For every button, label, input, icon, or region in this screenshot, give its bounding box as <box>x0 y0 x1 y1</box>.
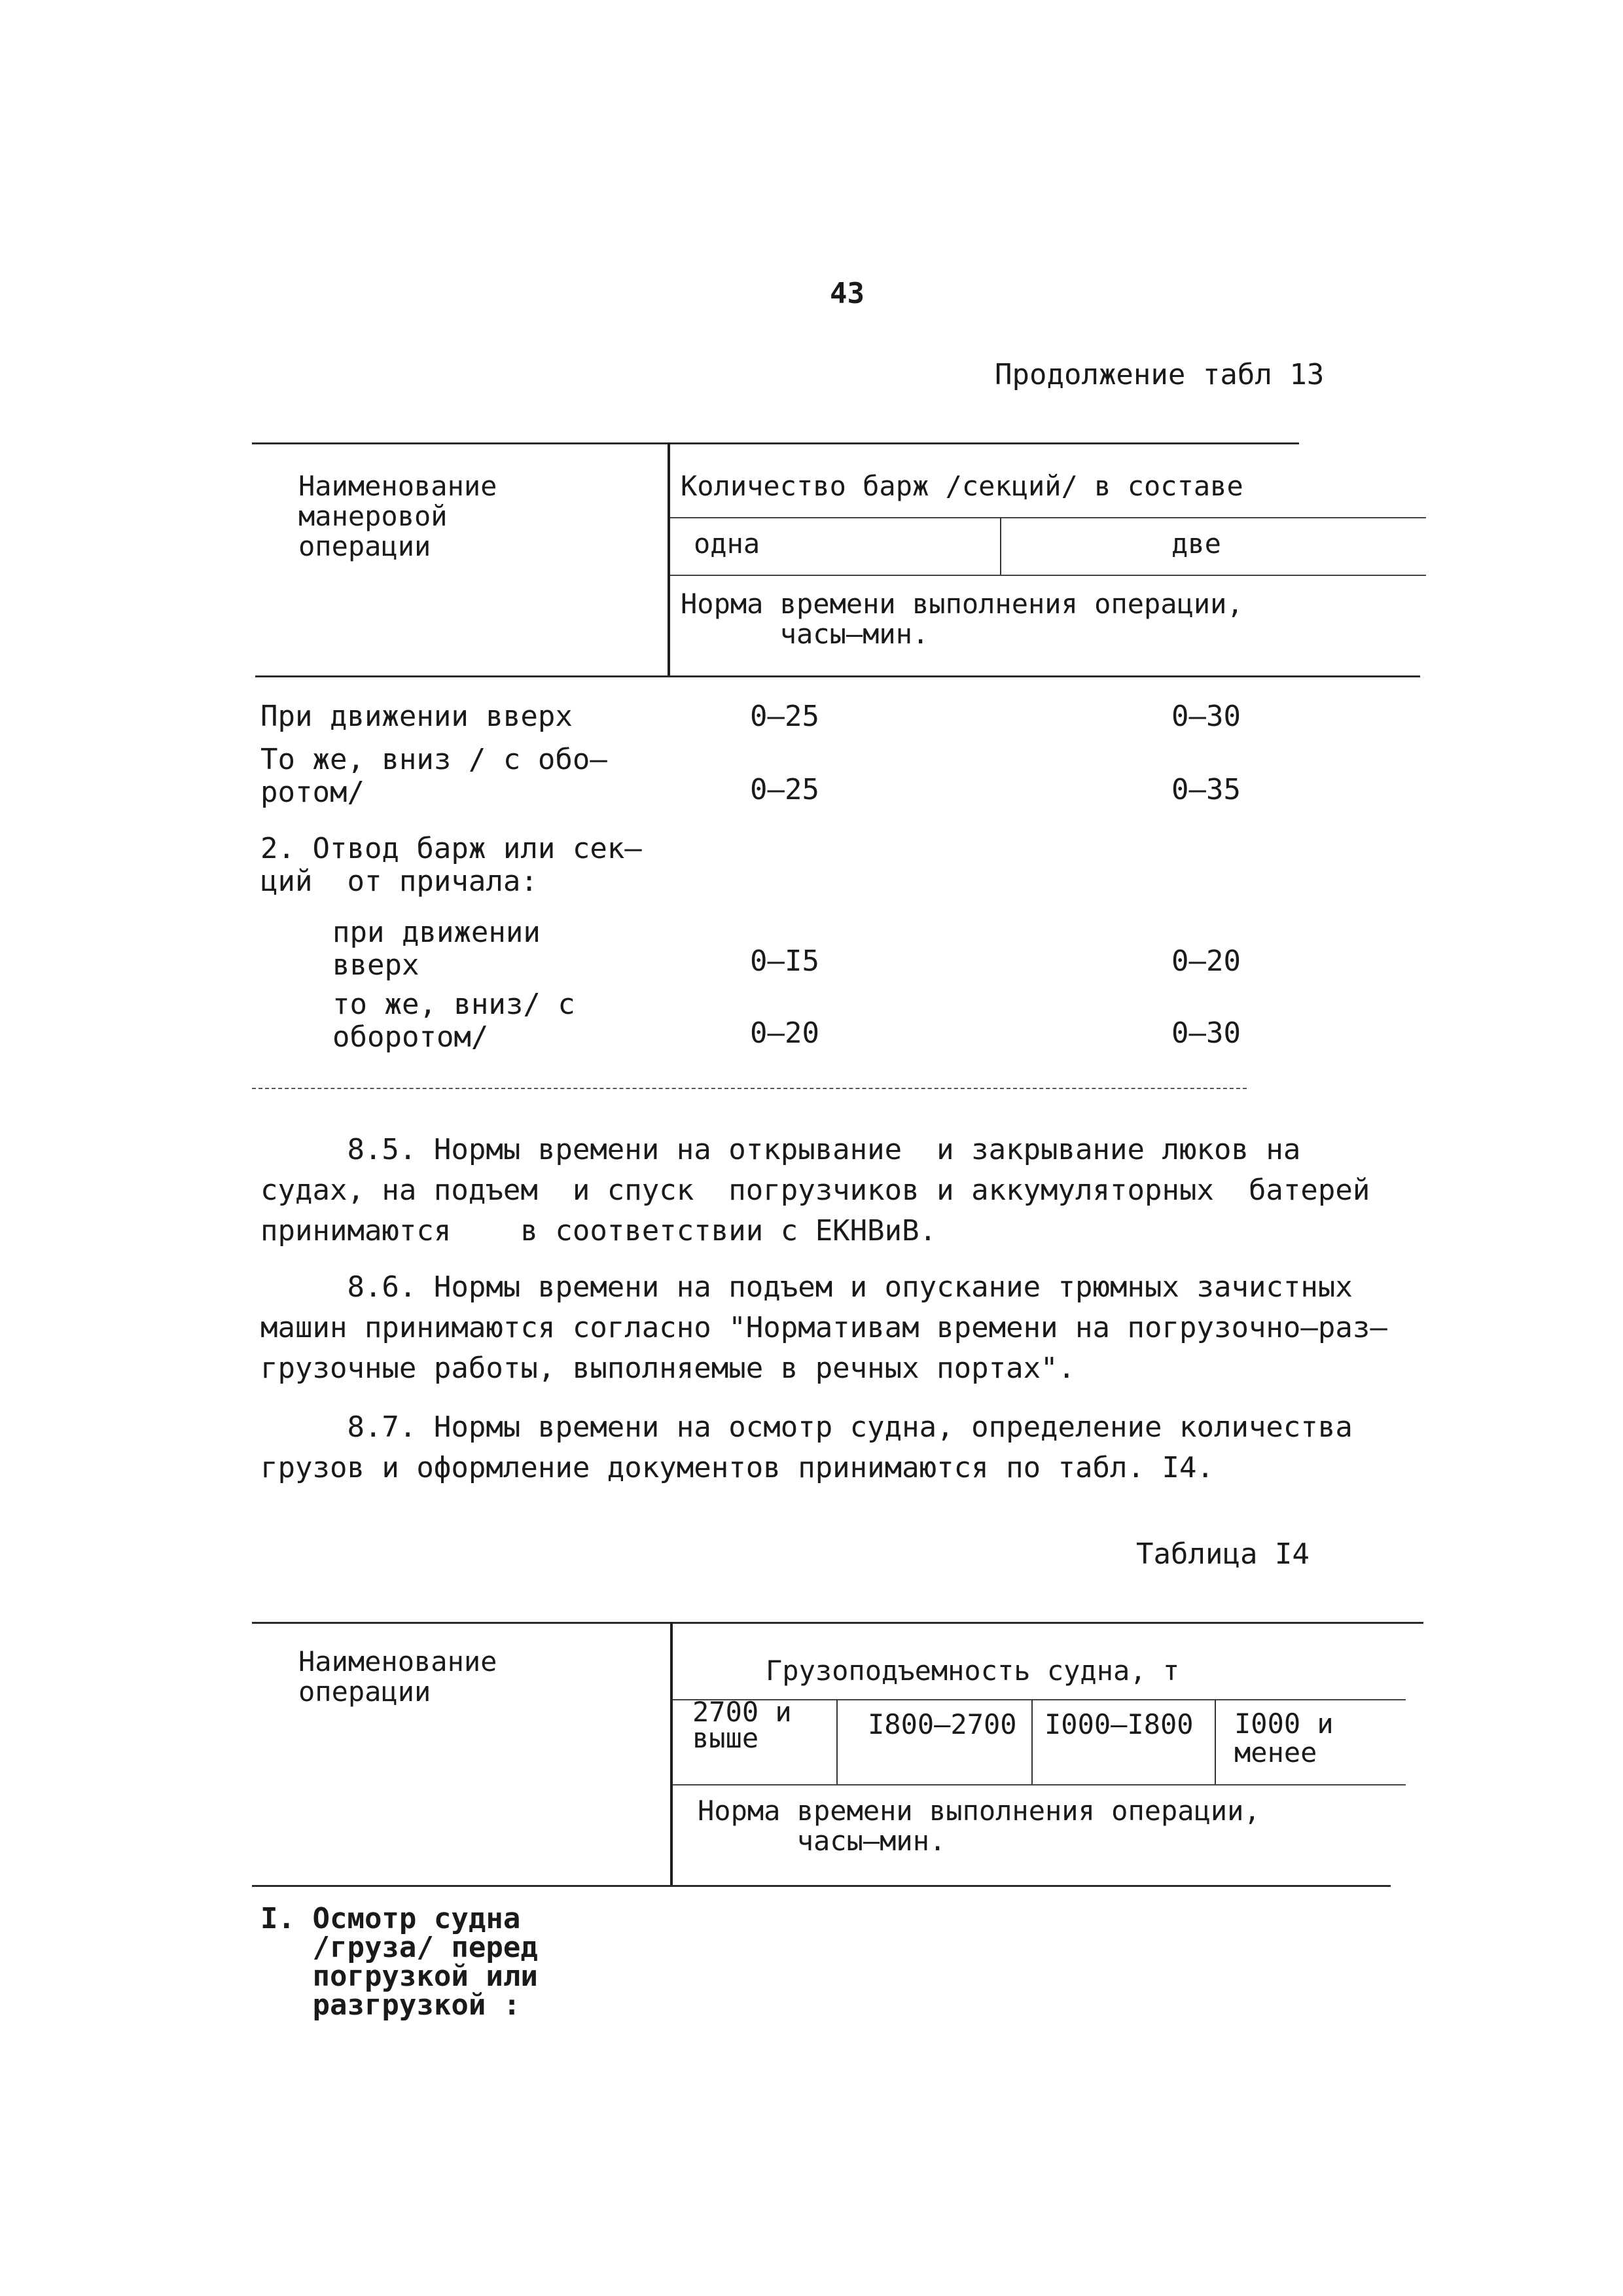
page-number: 43 <box>830 277 865 310</box>
col-divider <box>1031 1699 1033 1784</box>
table-row-one: 0–25 <box>750 773 819 806</box>
table-row-label: То же, вниз / с обо– ротом/ <box>260 743 607 809</box>
paragraph-8-6: 8.6. Нормы времени на подъем и опускание трюмных зачистных машин принимаются согласно "Нормативам времени на погрузочно–раз– грузочные работы, выполняемые в речных портах". <box>260 1270 1387 1385</box>
header-capacity: Грузоподъемность судна, т <box>766 1655 1180 1687</box>
header-col-divider <box>1000 517 1001 575</box>
col-divider <box>836 1699 838 1784</box>
header-col-1800-2700: I800–2700 <box>868 1708 1017 1740</box>
table-14-title: Таблица I4 <box>1136 1537 1310 1571</box>
continuation-caption: Продолжение табл 13 <box>995 358 1325 391</box>
header-norm: Норма времени выполнения операции, часы–мин. <box>681 588 1243 650</box>
table-row-label: I. Осмотр судна /груза/ перед погрузкой или разгрузкой : <box>260 1902 538 2022</box>
table-row-two: 0–20 <box>1171 944 1241 978</box>
table-row-label: при движении вверх <box>332 916 541 982</box>
table-header-divider <box>668 442 670 675</box>
header-bottom-rule <box>252 1885 1391 1887</box>
header-quantity: Количество барж /секций/ в составе <box>681 470 1243 502</box>
header-rule-2 <box>670 575 1426 576</box>
header-rule-1 <box>670 517 1426 518</box>
header-norm: Норма времени выполнения операции, часы–мин. <box>698 1795 1260 1857</box>
header-col-1000-less: I000 и менее <box>1234 1708 1334 1768</box>
table-row-two: 0–30 <box>1171 1016 1241 1050</box>
header-bottom-rule <box>255 675 1420 677</box>
header-two: две <box>1171 528 1221 560</box>
col-divider <box>1215 1699 1216 1784</box>
table-row-one: 0–20 <box>750 1016 819 1050</box>
table-row-label: При движении вверх <box>260 700 573 733</box>
table-top-rule <box>252 1622 1423 1624</box>
header-col-2700: 2700 и выше <box>692 1696 792 1754</box>
table-row-two: 0–35 <box>1171 773 1241 806</box>
table-row-one: 0–I5 <box>750 944 819 978</box>
paragraph-8-5: 8.5. Нормы времени на открывание и закрывание люков на судах, на подъем и спуск погрузчиков и аккумуляторных батерей принимаются в соответствии с ЕКНВиВ. <box>260 1133 1370 1247</box>
table-row-two: 0–30 <box>1171 700 1241 733</box>
header-operation: Наименование манеровой операции <box>298 470 497 562</box>
header-one: одна <box>694 528 760 560</box>
table-row-one: 0–25 <box>750 700 819 733</box>
paragraph-8-7: 8.7. Нормы времени на осмотр судна, определение количества грузов и оформление документов принимаются по табл. I4. <box>260 1410 1353 1484</box>
table-top-rule <box>252 442 1299 444</box>
header-operation: Наименование операции <box>298 1645 497 1708</box>
table-row-label: 2. Отвод барж или сек– ций от причала: <box>260 832 642 898</box>
table-bottom-rule <box>252 1088 1247 1089</box>
header-col-1000-1800: I000–I800 <box>1044 1708 1194 1740</box>
table-row-label: то же, вниз/ с оборотом/ <box>332 988 575 1054</box>
table-header-divider <box>670 1622 673 1885</box>
header-rule-2 <box>673 1784 1406 1785</box>
